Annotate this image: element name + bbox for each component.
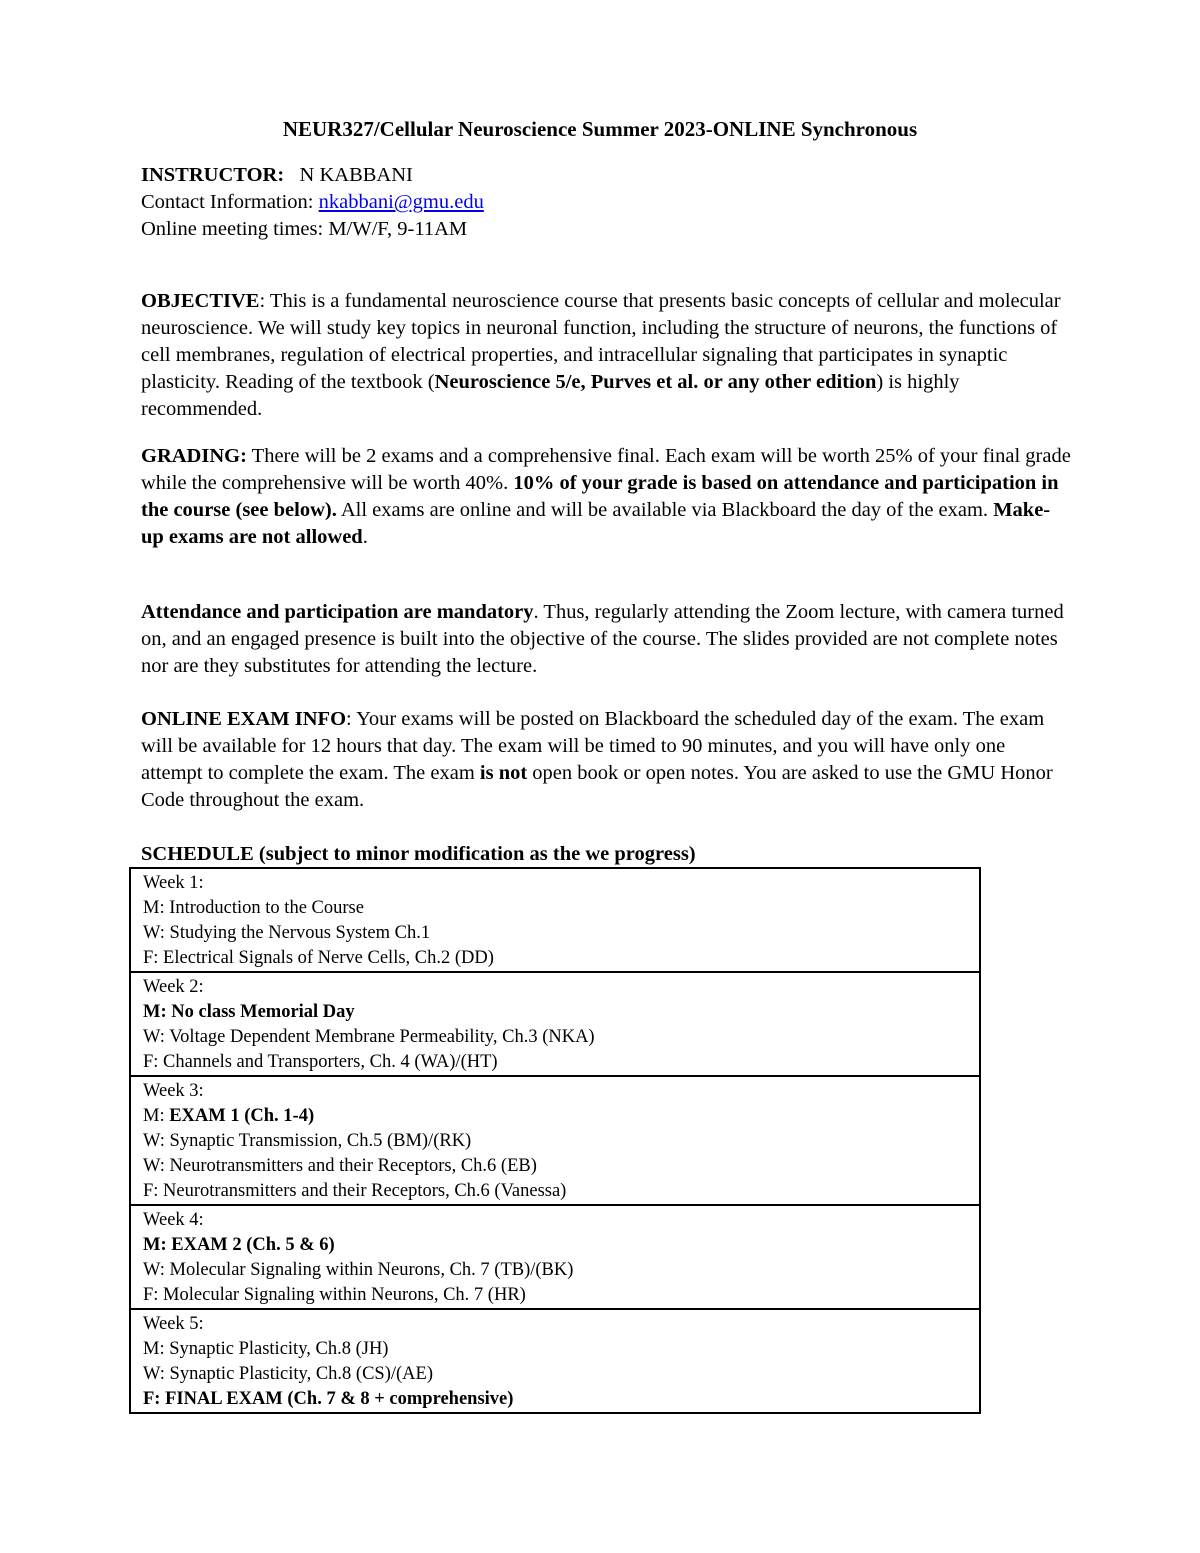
- textbook-title: Neuroscience 5/e, Purves et al. or any other edition: [434, 371, 877, 393]
- week-1-cell: [131, 869, 979, 973]
- objective-label: OBJECTIVE: [141, 290, 260, 312]
- instructor-line: [141, 162, 1071, 189]
- exam-2-item: M: EXAM 2 (Ch. 5 & 6): [143, 1235, 335, 1255]
- attendance-bold: Attendance and participation are mandatory: [141, 601, 534, 623]
- grading-text-1: There will be 2 exams and a comprehensive final. Each exam will be worth 25% of your final grade while the comprehensive will be worth 40%.: [141, 445, 1071, 494]
- objective-paragraph: [141, 288, 1071, 423]
- exam-info-bold: is not: [479, 762, 528, 784]
- exam-info-label: ONLINE EXAM INFO: [141, 708, 347, 730]
- email-link[interactable]: nkabbani@gmu.edu: [318, 191, 484, 213]
- week-item: W: Synaptic Plasticity, Ch.8 (CS)/(AE): [143, 1364, 433, 1384]
- holiday-item: M: No class Memorial Day: [143, 1002, 355, 1022]
- grading-paragraph: [141, 443, 1071, 551]
- final-exam-item: F: FINAL EXAM (Ch. 7 & 8 + comprehensive): [143, 1389, 514, 1409]
- grading-text-3: .: [362, 526, 368, 548]
- contact-label: Contact Information:: [141, 191, 319, 213]
- week-label: Week 3:: [143, 1081, 204, 1101]
- meeting-times: Online meeting times: M/W/F, 9-11AM: [141, 218, 468, 240]
- grading-bold-1: 10% of your grade is based on attendance and participation in the course (see below).: [141, 472, 1059, 521]
- attendance-paragraph: [141, 599, 1071, 680]
- objective-text-2: ) is highly recommended.: [141, 371, 960, 420]
- exam-1-item: [143, 1104, 979, 1129]
- week-label: Week 2:: [143, 977, 204, 997]
- week-item: W: Synaptic Transmission, Ch.5 (BM)/(RK): [143, 1131, 472, 1151]
- grading-bold-2: Make-up exams are not allowed: [141, 499, 1051, 548]
- week-label: Week 5:: [143, 1314, 204, 1334]
- schedule-table: [129, 867, 981, 1414]
- week-item: F: Neurotransmitters and their Receptors, Ch.6 (Vanessa): [143, 1181, 567, 1201]
- week-item: W: Neurotransmitters and their Receptors, Ch.6 (EB): [143, 1156, 537, 1176]
- week-label: Week 4:: [143, 1210, 204, 1230]
- exam-info-paragraph: [141, 706, 1071, 814]
- instructor-label: INSTRUCTOR:: [141, 164, 285, 186]
- week-item: W: Molecular Signaling within Neurons, Ch. 7 (TB)/(BK): [143, 1260, 574, 1280]
- exam-1-label: EXAM 1 (Ch. 1-4): [169, 1106, 315, 1126]
- page-title: NEUR327/Cellular Neuroscience Summer 2023-ONLINE Synchronous: [282, 117, 918, 141]
- week-item: F: Molecular Signaling within Neurons, Ch. 7 (HR): [143, 1285, 526, 1305]
- exam-info-text-1: : Your exams will be posted on Blackboard the scheduled day of the exam. The exam will be available for 12 hours that day. The exam will be timed to 90 minutes, and you will have only one attempt to complete the exam. The exam: [141, 708, 1045, 784]
- week-3-cell: [131, 1077, 979, 1206]
- exam-day-prefix: M:: [143, 1106, 170, 1126]
- grading-label: GRADING:: [141, 445, 247, 467]
- grading-text-2: All exams are online and will be available via Blackboard the day of the exam.: [336, 499, 994, 521]
- week-label: Week 1:: [143, 873, 204, 893]
- objective-text-1: : This is a fundamental neuroscience course that presents basic concepts of cellular and molecular neuroscience. We will study key topics in neuronal function, including the structure of neurons, the functions of cell membranes, regulation of electrical properties, and intracellular signaling that participates in synaptic plasticity. Reading of the textbook (: [141, 290, 1061, 393]
- exam-info-text-2: open book or open notes. You are asked to use the GMU Honor Code throughout the exam.: [141, 762, 1053, 811]
- attendance-text: . Thus, regularly attending the Zoom lecture, with camera turned on, and an engaged presence is built into the objective of the course. The slides provided are not complete notes nor are they substitutes for attending the lecture.: [141, 601, 1064, 677]
- instructor-name: N KABBANI: [299, 164, 413, 186]
- week-2-cell: [131, 973, 979, 1077]
- week-item: M: Introduction to the Course: [143, 898, 364, 918]
- schedule-heading: SCHEDULE (subject to minor modification as the we progress): [141, 843, 696, 865]
- week-item: M: Synaptic Plasticity, Ch.8 (JH): [143, 1339, 389, 1359]
- week-item: F: Channels and Transporters, Ch. 4 (WA)/(HT): [143, 1052, 498, 1072]
- week-item: F: Electrical Signals of Nerve Cells, Ch.2 (DD): [143, 948, 494, 968]
- week-5-cell: [131, 1310, 979, 1414]
- instructor-section: [141, 162, 1071, 243]
- week-item: W: Voltage Dependent Membrane Permeability, Ch.3 (NKA): [143, 1027, 595, 1047]
- week-4-cell: [131, 1206, 979, 1310]
- week-item: W: Studying the Nervous System Ch.1: [143, 923, 431, 943]
- contact-line: [141, 189, 1071, 216]
